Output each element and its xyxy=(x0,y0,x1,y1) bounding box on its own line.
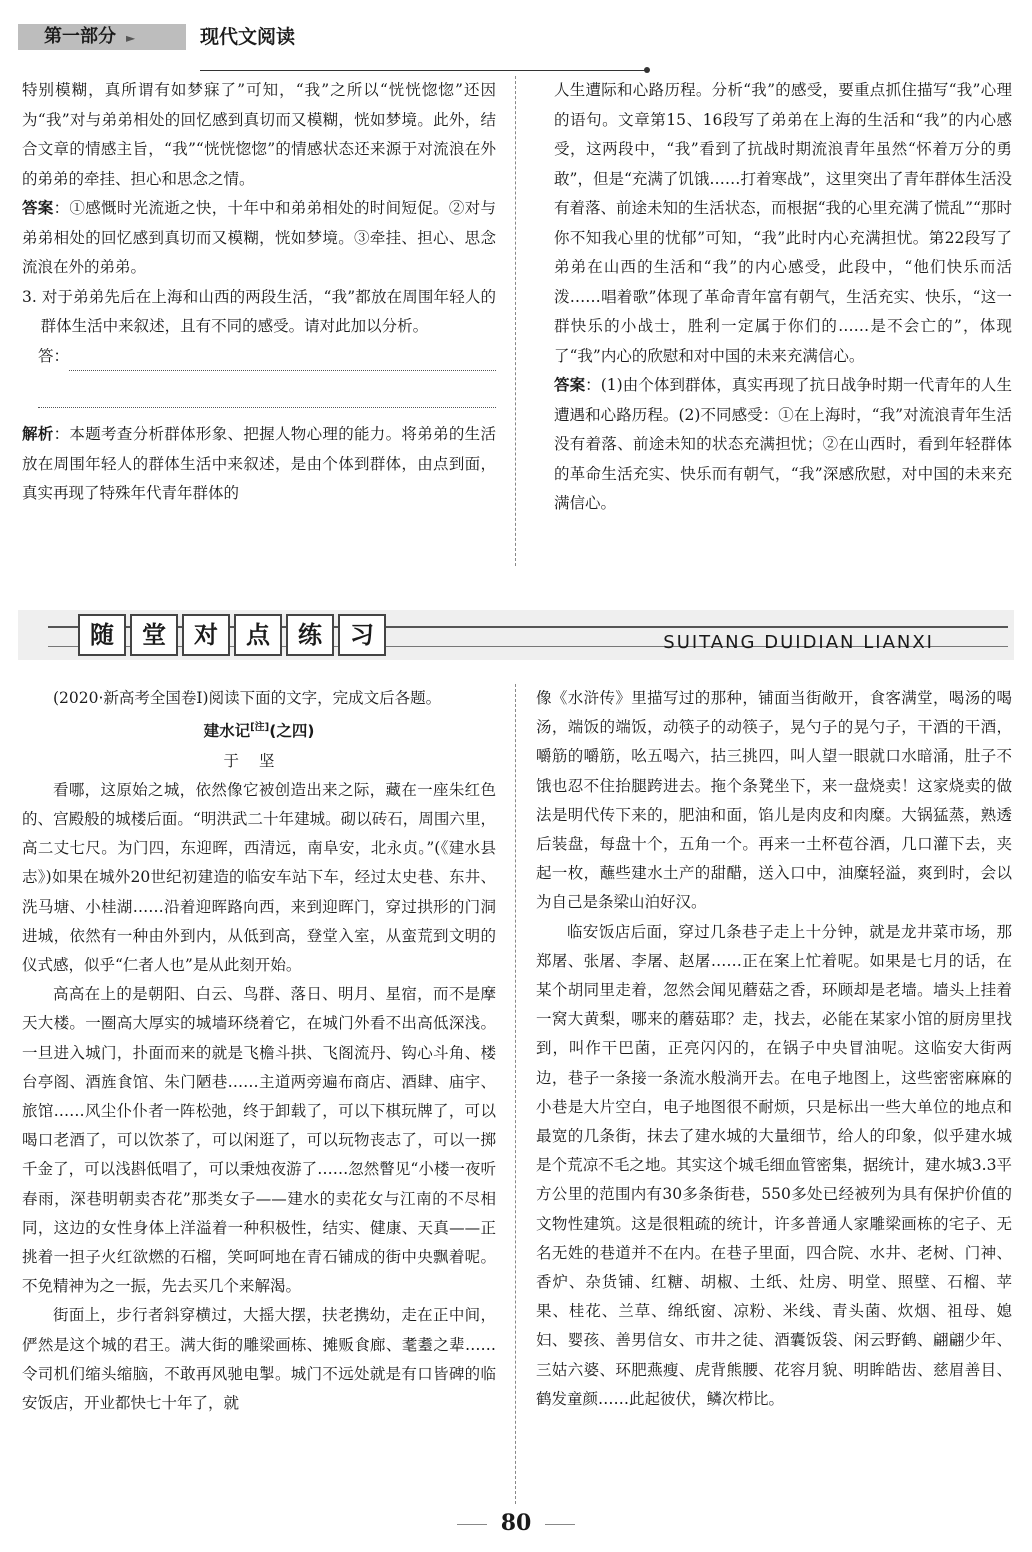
answer-label: 答案 xyxy=(22,199,54,217)
divider xyxy=(457,1524,487,1525)
answer-block xyxy=(554,371,1012,519)
arrow-icon: ► xyxy=(126,31,136,45)
answer-text: ：(1)由个体到群体，真实再现了抗日战争时期一代青年的人生遭遇和心路历程。(2)不同感受：①在上海时，“我”对流浪青年生活没有着落、前途未知的状态充满担忧；②在山西时，看到年轻群体的革命生活充实、快乐而有朝气，“我”深感欣慰，对中国的未来充满信心。 xyxy=(554,376,1012,512)
lower-right-column xyxy=(536,684,1012,1414)
column-divider xyxy=(515,684,516,1504)
section-title: 现代文阅读 xyxy=(200,26,296,48)
answer-block xyxy=(22,194,496,283)
analysis-block xyxy=(22,420,496,509)
page-header xyxy=(18,24,638,52)
banner-char: 堂 xyxy=(130,614,178,656)
analysis-text: ：本题考查分析群体形象、把握人物心理的能力。将弟弟的生活放在周围年轻人的群体生活中来叙述，是由个体到群体，由点到面，真实再现了特殊年代青年群体的 xyxy=(22,425,496,502)
passage-paragraph: 临安饭店后面，穿过几条巷子走上十分钟，就是龙井菜市场，那郑屠、张屠、李屠、赵屠……正在案上忙着呢。如果是七月的话，在某个胡同里走着，忽然会闻见蘑菇之香，环顾却是老墙。墙头上挂着一窝大黄梨，哪来的蘑菇耶？走，找去，必能在某家小馆的厨房里找到，叫作干巴菌，正亮闪闪的，在锅子中央冒油呢。这临安大街两边，巷子一条接一条流水般淌开去。在电子地图上，这些密密麻麻的小巷是大片空白，电子地图很不耐烦，只是标出一些大单位的地点和最宽的几条街，抹去了建水城的大量细节，给人的印象，似乎建水城是个荒凉不毛之地。其实这个城毛细血管密集，据统计，建水城3.3平方公里的范围内有30多条街巷，550多处已经被列为具有保护价值的文物性建筑。这是很粗疏的统计，许多普通人家雕梁画栋的宅子、无名无姓的巷道并不在内。在巷子里面，四合院、水井、老树、门神、香炉、杂货铺、红糖、胡椒、土纸、灶房、明堂、照壁、石榴、苹果、桂花、兰草、绵纸窗、凉粉、米线、青头菌、炊烟、祖母、媳妇、婴孩、善男信女、市井之徒、酒囊饭袋、闲云野鹤、翩翩少年、三姑六婆、环肥燕瘦、虎背熊腰、花容月貌、明眸皓齿、慈眉善目、鹤发童颜……此起彼伏，鳞次栉比。 xyxy=(536,922,1012,1408)
header-rule xyxy=(200,70,648,71)
part-label: 第一部分 ► xyxy=(18,24,186,50)
passage-author: 于坚 xyxy=(223,751,295,770)
banner-char: 点 xyxy=(234,614,282,656)
passage-paragraph: 看哪，这原始之城，依然像它被创造出来之际，藏在一座朱红色的、宫殿般的城楼后面。“明洪武二十年建城。砌以砖石，周围六里，高二丈七尺。为门四，东迎晖，西清远，南阜安，北永贞。”(《建水县志》)如果在城外20世纪初建造的临安车站下车，经过太史巷、东井、洗马塘、小桂湖……沿着迎晖路向西，来到迎晖门，穿过拱形的门洞进城，依然有一种由外到内，从低到高，登堂入室，从蛮荒到文明的仪式感，似乎“仁者人也”是从此刻开始。 xyxy=(22,780,496,974)
passage-paragraph: 街面上，步行者斜穿横过，大摇大摆，扶老携幼，走在正中间，俨然是这个城的君王。满大街的雕梁画栋、摊贩食廊、耄耋之辈……令司机们缩头缩脑，不敢再风驰电掣。城门不远处就是有口皆碑的临安饭店，开业都快七十年了，就 xyxy=(22,1306,496,1413)
upper-left-column xyxy=(22,76,496,509)
divider xyxy=(545,1524,575,1525)
answer-line[interactable] xyxy=(38,379,496,408)
passage-paragraph: 高高在上的是朝阳、白云、鸟群、落日、明月、星宿，而不是摩天大楼。一圈高大厚实的城墙环绕着它，在城门外看不出高低深浅。一旦进入城门，扑面而来的就是飞檐斗拱、飞阁流丹、钩心斗角、楼台亭阁、酒旌食馆、朱门陋巷……主道两旁遍布商店、酒肆、庙宇、旅馆……风尘仆仆者一阵松弛，终于卸载了，可以下棋玩牌了，可以喝口老酒了，可以饮茶了，可以闲逛了，可以玩物丧志了，可以一掷千金了，可以浅斟低唱了，可以秉烛夜游了……忽然瞥见“小楼一夜听春雨，深巷明朝卖杏花”那类女子——建水的卖花女与江南的不尽相同，这边的女性身体上洋溢着一种积极性，结实、健康、天真——正挑着一担子火红欲燃的石榴，笑呵呵地在青石铺成的街中央飘着呢。不免精神为之一振，先去买几个来解渴。 xyxy=(22,985,496,1296)
column-divider xyxy=(515,76,516,566)
header-dot xyxy=(644,67,650,73)
answer-line[interactable] xyxy=(69,342,496,371)
answer-text: ：①感慨时光流逝之快，十年中和弟弟相处的时间短促。②对与弟弟相处的回忆感到真切而又模糊，恍如梦境。③牵挂、担心、思念流浪在外的弟弟。 xyxy=(22,199,496,276)
passage-title: 建水记[注](之四) xyxy=(203,722,315,741)
answer-label: 答案 xyxy=(554,376,586,394)
exercise-intro: (2020·新高考全国卷Ⅰ)阅读下面的文字，完成文后各题。 xyxy=(53,689,442,707)
banner-char: 对 xyxy=(182,614,230,656)
banner-pinyin: SUITANG DUIDIAN LIANXI xyxy=(663,632,934,653)
lower-left-column xyxy=(22,684,496,1418)
upper-right-column xyxy=(554,76,1012,519)
banner-char: 随 xyxy=(78,614,126,656)
analysis-paragraph: 特别模糊，真所谓有如梦寐了”可知，“我”之所以“恍恍惚惚”还因为“我”对与弟弟相处的回忆感到真切而又模糊，恍如梦境。此外，结合文章的情感主旨，“我”“恍恍惚惚”的情感状态还来源于对流浪在外的弟弟的牵挂、担心和思念之情。 xyxy=(22,81,496,188)
passage-paragraph: 像《水浒传》里描写过的那种，铺面当街敞开，食客满堂，喝汤的喝汤，端饭的端饭，动筷子的动筷子，晃勺子的晃勺子，干酒的干酒，嚼筋的嚼筋，吆五喝六，拈三挑四，叫人望一眼就口水暗涌，肚子不饿也忍不住抬腿跨进去。拖个条凳坐下，来一盘烧卖！这家烧卖的做法是明代传下来的，肥油和面，馅儿是肉皮和肉糜。大锅猛蒸，熟透后装盘，每盘十个，五角一个。再来一土杯苞谷酒，几口灌下去，夹起一枚，蘸些建水土产的甜醋，送入口中，油糜轻溢，爽到时，会以为自己是条梁山泊好汉。 xyxy=(536,689,1012,912)
page-number: 80 xyxy=(0,1510,1032,1536)
answer-prompt: 答： xyxy=(38,346,70,365)
banner-char: 习 xyxy=(338,614,386,656)
answer-area xyxy=(38,342,496,372)
section-banner xyxy=(18,602,1014,666)
question-3: 3. 对于弟弟先后在上海和山西的两段生活，“我”都放在周围年轻人的群体生活中来叙述，且有不同的感受。请对此加以分析。 xyxy=(22,287,496,335)
banner-char: 练 xyxy=(286,614,334,656)
analysis-label: 解析 xyxy=(22,425,54,443)
analysis-continued: 人生遭际和心路历程。分析“我”的感受，要重点抓住描写“我”心理的语句。文章第15、16段写了弟弟在上海的生活和“我”的内心感受，这两段中，“我”看到了抗战时期流浪青年虽然“怀着万分的勇敢”，但是“充满了饥饿……打着寒战”，这里突出了青年群体生活没有着落、前途未知的生活状态，而根据“我的心里充满了慌乱”“那时你不知我心里的忧郁”可知，“我”此时内心充满担忧。第22段写了弟弟在山西的生活和“我”的内心感受，此段中，“他们快乐而活泼……唱着歌”体现了革命青年富有朝气，生活充实、快乐，“这一群快乐的小战士，胜利一定属于你们的……是不会亡的”，体现了“我”内心的欣慰和对中国的未来充满信心。 xyxy=(554,81,1012,365)
